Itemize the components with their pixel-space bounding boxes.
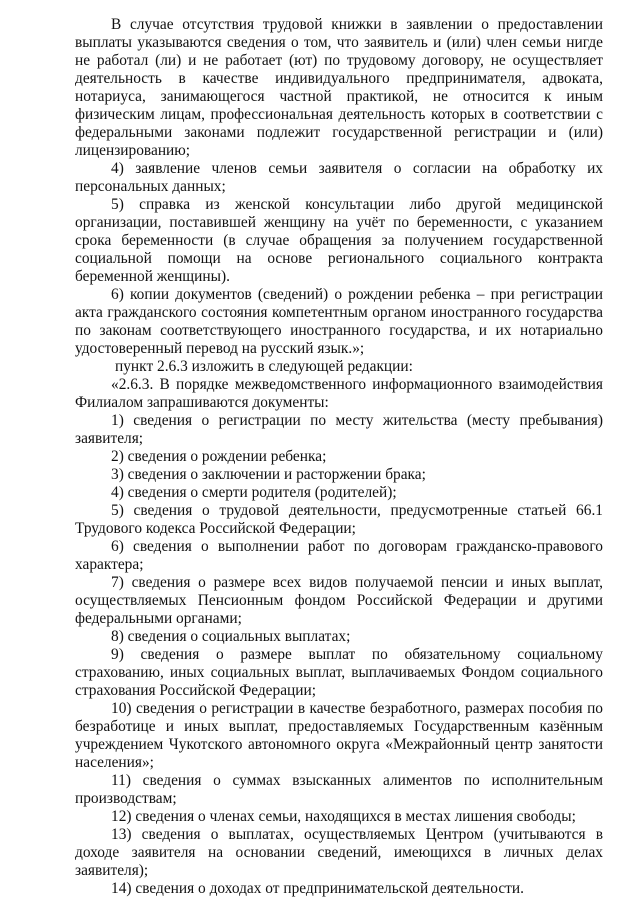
- list-item-1-registration: 1) сведения о регистрации по месту жительства (месту пребывания) заявителя;: [75, 412, 603, 447]
- list-item-8-social-payments: 8) сведения о социальных выплатах;: [111, 628, 351, 645]
- list-item-3-marriage: 3) сведения о заключении и расторжении брака;: [111, 466, 426, 483]
- paragraph-2-6-3-heading: «2.6.3. В порядке межведомственного информационного взаимодействия Филиалом запрашиваются документы:: [75, 376, 603, 411]
- paragraph-item-5-medical-certificate: 5) справка из женской консультации либо другой медицинской организации, поставившей женщину на учёт по беременности, с указанием срока беременности (в случае обращения за получением государственной социальной помощи на основе регионального социального контракта беременной женщины).: [75, 196, 603, 285]
- list-item-9-insurance: 9) сведения о размере выплат по обязательному социальному страхованию, иных социальных выплат, выплачиваемых Фондом социального страхования Российской Федерации;: [75, 646, 603, 699]
- list-item-11-alimony: 11) сведения о суммах взысканных алиментов по исполнительным производствам;: [75, 772, 603, 807]
- paragraph-amend-2-6-3: пункт 2.6.3 изложить в следующей редакции:: [115, 358, 413, 375]
- paragraph-item-6-birth-documents: 6) копии документов (сведений) о рождении ребенка – при регистрации акта гражданского состояния компетентным органом иностранного государства по законам соответствующего иностранного государства, и их нотариально удостоверенный перевод на русский язык.»;: [75, 286, 603, 357]
- list-item-4-death: 4) сведения о смерти родителя (родителей);: [111, 484, 397, 501]
- paragraph-no-employment-record: В случае отсутствия трудовой книжки в заявлении о предоставлении выплаты указываются сведения о том, что заявитель и (или) член семьи нигде не работал (ли) и не работает (ют) по трудовому договору, не осуществляет деятельность в качестве индивидуального предпринимателя, адвоката, нотариуса, занимающегося частной практикой, не относится к иным физическим лицам, профессиональная деятельность которых в соответствии с федеральными законами подлежит государственной регистрации и (или) лицензированию;: [75, 16, 603, 159]
- list-item-7-pension: 7) сведения о размере всех видов получаемой пенсии и иных выплат, осуществляемых Пенсионным фондом Российской Федерации и другими федеральными органами;: [75, 574, 603, 627]
- list-item-13-center-payments: 13) сведения о выплатах, осуществляемых Центром (учитываются в доходе заявителя на основании сведений, имеющихся в личных делах заявителя);: [75, 826, 603, 879]
- list-item-14-business-income: 14) сведения о доходах от предпринимательской деятельности.: [111, 880, 524, 897]
- list-item-6-civil-contracts: 6) сведения о выполнении работ по договорам гражданско-правового характера;: [75, 538, 603, 573]
- document-page: [75, 16, 603, 898]
- list-item-10-unemployment: 10) сведения о регистрации в качестве безработного, размерах пособия по безработице и иных выплат, предоставляемых Государственным казённым учреждением Чукотского автономного округа «Межрайонный центр занятости населения»;: [75, 700, 603, 771]
- list-item-12-imprisonment: 12) сведения о членах семьи, находящихся в местах лишения свободы;: [111, 808, 576, 825]
- list-item-5-labor: 5) сведения о трудовой деятельности, предусмотренные статьей 66.1 Трудового кодекса Российской Федерации;: [75, 502, 603, 537]
- paragraph-item-4-consent: 4) заявление членов семьи заявителя о согласии на обработку их персональных данных;: [75, 160, 603, 195]
- list-item-2-birth: 2) сведения о рождении ребенка;: [111, 448, 327, 465]
